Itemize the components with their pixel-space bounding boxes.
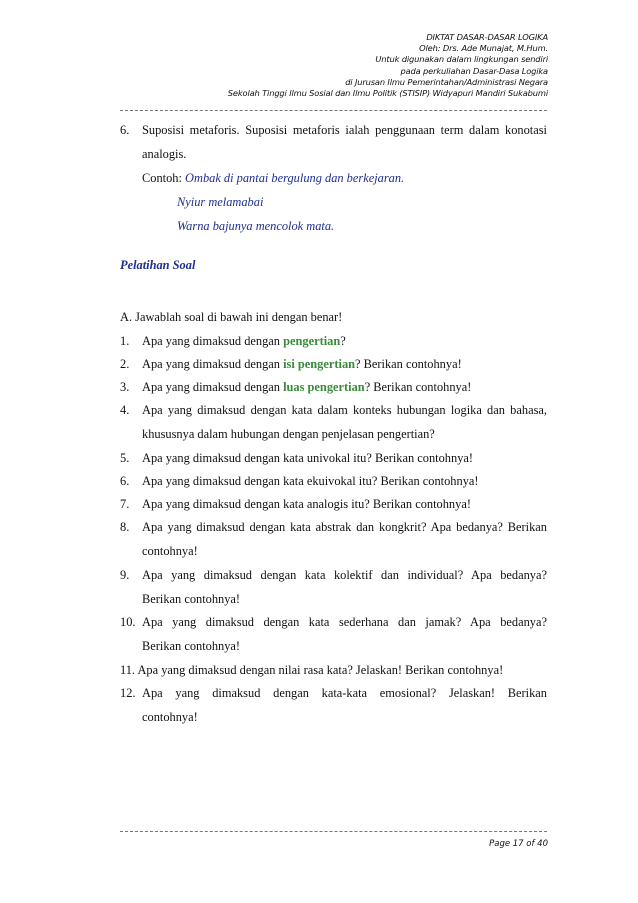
header-institution: Sekolah Tinggi Ilmu Sosial dan Ilmu Politik (STISIP) Widyapuri Mandiri Sukabumi bbox=[227, 88, 548, 99]
question-text: Apa yang dimaksud dengan kata ekuivokal itu? Berikan contohnya! bbox=[142, 474, 479, 488]
question-text: Apa yang dimaksud dengan kata sederhana dan jamak? Apa bedanya? bbox=[142, 615, 547, 629]
page-number: Page 17 of 40 bbox=[489, 839, 548, 849]
section6-line2: analogis. bbox=[142, 147, 187, 161]
example-2: Nyiur melamabai bbox=[177, 195, 264, 209]
question-text: Apa yang dimaksud dengan kata-kata emosional? Jelaskan! Berikan bbox=[142, 686, 547, 700]
footer-divider bbox=[120, 831, 547, 832]
question-text-end: ? bbox=[340, 334, 346, 348]
question-text: Apa yang dimaksud dengan kata kolektif dan individual? Apa bedanya? bbox=[142, 568, 547, 582]
question-6 bbox=[120, 474, 479, 489]
question-text-end: ? Berikan contohnya! bbox=[364, 380, 472, 394]
question-text: Apa yang dimaksud dengan kata analogis itu? Berikan contohnya! bbox=[142, 497, 471, 511]
question-text: Apa yang dimaksud dengan kata abstrak dan kongkrit? Apa bedanya? Berikan bbox=[142, 520, 547, 534]
question-number: 8. bbox=[120, 520, 130, 534]
section-heading: Pelatihan Soal bbox=[120, 258, 196, 272]
header-author: Oleh: Drs. Ade Munajat, M.Hum. bbox=[419, 43, 548, 54]
question-4-line2: khususnya dalam hubungan dengan penjelasan pengertian? bbox=[142, 427, 435, 441]
question-11 bbox=[120, 663, 503, 678]
header-usage: Untuk digunakan dalam lingkungan sendiri bbox=[375, 54, 548, 65]
question-8-line1 bbox=[120, 520, 547, 535]
question-1 bbox=[120, 334, 346, 349]
question-number: 4. bbox=[120, 403, 130, 417]
header-department: di Jurusan Ilmu Pemerintahan/Administrasi Negara bbox=[345, 76, 548, 87]
section6-line1 bbox=[120, 123, 547, 138]
question-number: 3. bbox=[120, 380, 130, 394]
question-12-line1 bbox=[120, 686, 547, 701]
question-9-line1 bbox=[120, 568, 547, 583]
question-text-end: ? Berikan contohnya! bbox=[355, 357, 462, 371]
question-number: 5. bbox=[120, 451, 130, 465]
highlighted-term: pengertian bbox=[283, 334, 341, 348]
question-text: Apa yang dimaksud dengan bbox=[142, 380, 284, 394]
question-number: 1. bbox=[120, 334, 130, 348]
question-text: Apa yang dimaksud dengan kata dalam konteks hubungan logika dan bahasa, bbox=[142, 403, 547, 417]
question-number: 6. bbox=[120, 474, 130, 488]
question-text: Apa yang dimaksud dengan nilai rasa kata? Jelaskan! Berikan contohnya! bbox=[137, 663, 504, 677]
question-7 bbox=[120, 497, 471, 512]
document-header bbox=[78, 32, 548, 99]
question-2 bbox=[120, 357, 462, 372]
question-8-line2: contohnya! bbox=[142, 544, 198, 558]
question-5 bbox=[120, 451, 473, 466]
question-number: 2. bbox=[120, 357, 130, 371]
question-number: 12. bbox=[120, 686, 136, 700]
question-number: 11. bbox=[120, 663, 136, 677]
highlighted-term: luas pengertian bbox=[283, 380, 365, 394]
question-number: 7. bbox=[120, 497, 130, 511]
question-9-line2: Berikan contohnya! bbox=[142, 592, 241, 606]
section6-text: Suposisi metaforis. Suposisi metaforis ialah penggunaan term dalam konotasi bbox=[142, 123, 547, 137]
header-course: pada perkuliahan Dasar-Dasa Logika bbox=[400, 65, 548, 76]
question-3 bbox=[120, 380, 471, 395]
question-12-line2: contohnya! bbox=[142, 710, 198, 724]
question-4-line1 bbox=[120, 403, 547, 418]
section6-number: 6. bbox=[120, 123, 130, 137]
example-1: Ombak di pantai bergulung dan berkejaran. bbox=[185, 171, 405, 185]
section6-example-row bbox=[142, 171, 404, 186]
question-text: Apa yang dimaksud dengan kata univokal itu? Berikan contohnya! bbox=[142, 451, 474, 465]
question-10-line1 bbox=[120, 615, 547, 630]
header-divider bbox=[120, 110, 547, 111]
question-number: 9. bbox=[120, 568, 130, 582]
question-text: Apa yang dimaksud dengan bbox=[142, 357, 284, 371]
question-number: 10. bbox=[120, 615, 136, 629]
highlighted-term: isi pengertian bbox=[283, 357, 356, 371]
header-title: DIKTAT DASAR-DASAR LOGIKA bbox=[426, 32, 548, 42]
example-3: Warna bajunya mencolok mata. bbox=[177, 219, 335, 233]
instruction: A. Jawablah soal di bawah ini dengan benar! bbox=[120, 310, 343, 324]
question-text: Apa yang dimaksud dengan bbox=[142, 334, 284, 348]
question-10-line2: Berikan contohnya! bbox=[142, 639, 241, 653]
contoh-label: Contoh: bbox=[142, 171, 182, 185]
